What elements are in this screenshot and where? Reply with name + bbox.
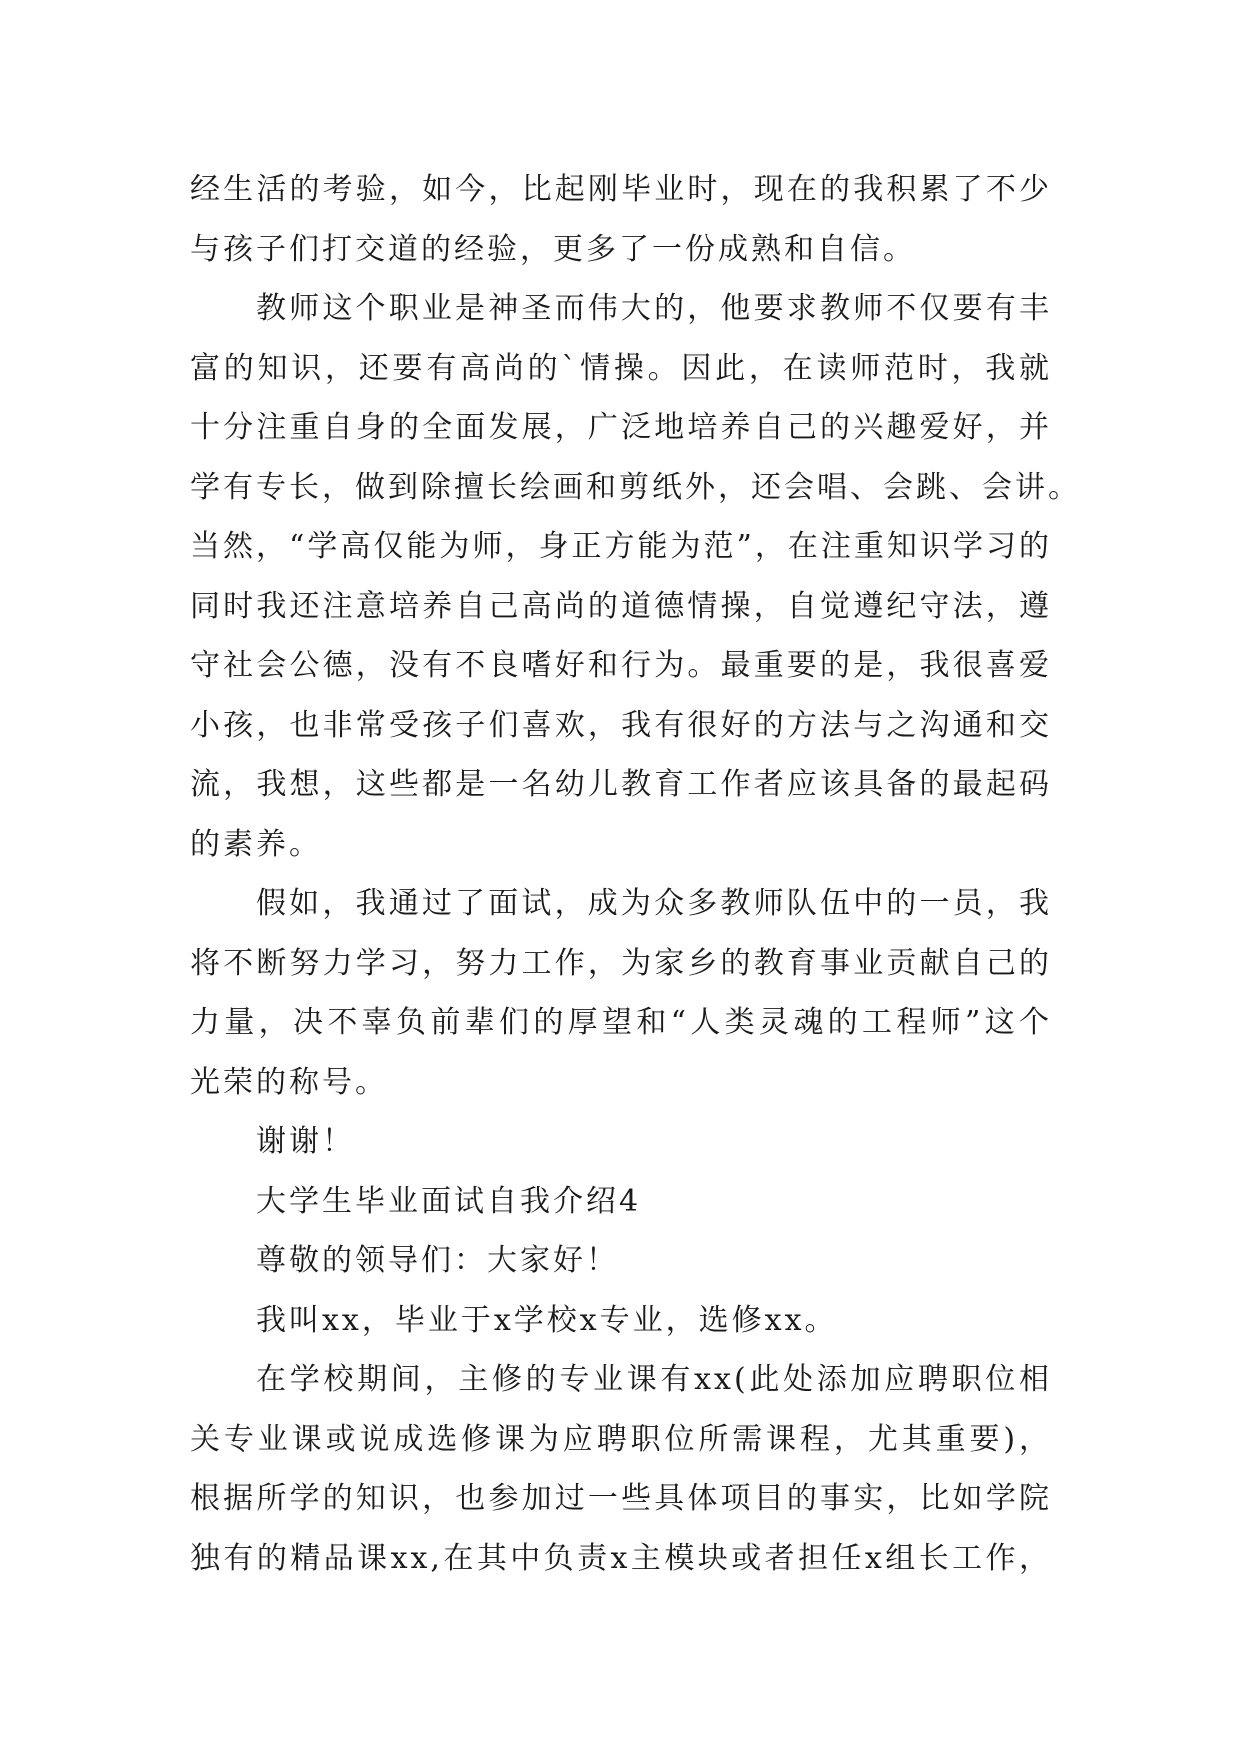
text-line: 力量，决不辜负前辈们的厚望和“人类灵魂的工程师”这个 — [190, 1005, 1052, 1040]
text-line: 同时我还注意培养自己高尚的道德情操，自觉遵纪守法，遵 — [190, 588, 1052, 624]
text-line: 富的知识，还要有高尚的`情操。因此，在读师范时，我就 — [190, 350, 1052, 386]
text-line: 小孩，也非常受孩子们喜欢，我有很好的方法与之沟通和交 — [190, 707, 1052, 743]
text-line: 将不断努力学习，努力工作，为家乡的教育事业贡献自己的 — [190, 945, 1052, 981]
text-line: 根据所学的知识，也参加过一些具体项目的事实，比如学院 — [190, 1481, 1052, 1516]
text-line: 独有的精品课xx,在其中负责x主模块或者担任x组长工作， — [190, 1540, 1052, 1576]
text-line: 与孩子们打交道的经验，更多了一份成熟和自信。 — [190, 231, 916, 267]
text-line: 光荣的称号。 — [190, 1064, 388, 1100]
text-line: 学有专长，做到除擅长绘画和剪纸外，还会唱、会跳、会讲。 — [190, 469, 1081, 505]
paragraph-start-line: 教师这个职业是神圣而伟大的，他要求教师不仅要有丰 — [256, 291, 1052, 326]
text-line: 守社会公德，没有不良嗜好和行为。最重要的是，我很喜爱 — [190, 648, 1052, 683]
text-line: 关专业课或说成选修课为应聘职位所需课程，尤其重要)， — [190, 1421, 1052, 1457]
text-line: 经生活的考验，如今，比起刚毕业时，现在的我积累了不少 — [190, 172, 1052, 207]
section-heading: 大学生毕业面试自我介绍4 — [256, 1183, 642, 1219]
greeting-line: 尊敬的领导们：大家好！ — [256, 1243, 619, 1278]
paragraph-start-line: 在学校期间，主修的专业课有xx(此处添加应聘职位相 — [256, 1362, 1052, 1397]
text-line: 当然，“学高仅能为师，身正方能为范”，在注重知识学习的 — [190, 529, 1052, 564]
thanks-line: 谢谢！ — [256, 1124, 355, 1159]
text-line: 流，我想，这些都是一名幼儿教育工作者应该具备的最起码 — [190, 767, 1052, 802]
paragraph-start-line: 我叫xx，毕业于x学校x专业，选修xx。 — [256, 1302, 838, 1338]
text-line: 的素养。 — [190, 826, 322, 862]
body-text — [190, 160, 1081, 1588]
text-line: 十分注重自身的全面发展，广泛地培养自己的兴趣爱好，并 — [190, 410, 1052, 445]
paragraph-start-line: 假如，我通过了面试，成为众多教师队伍中的一员，我 — [256, 886, 1052, 921]
